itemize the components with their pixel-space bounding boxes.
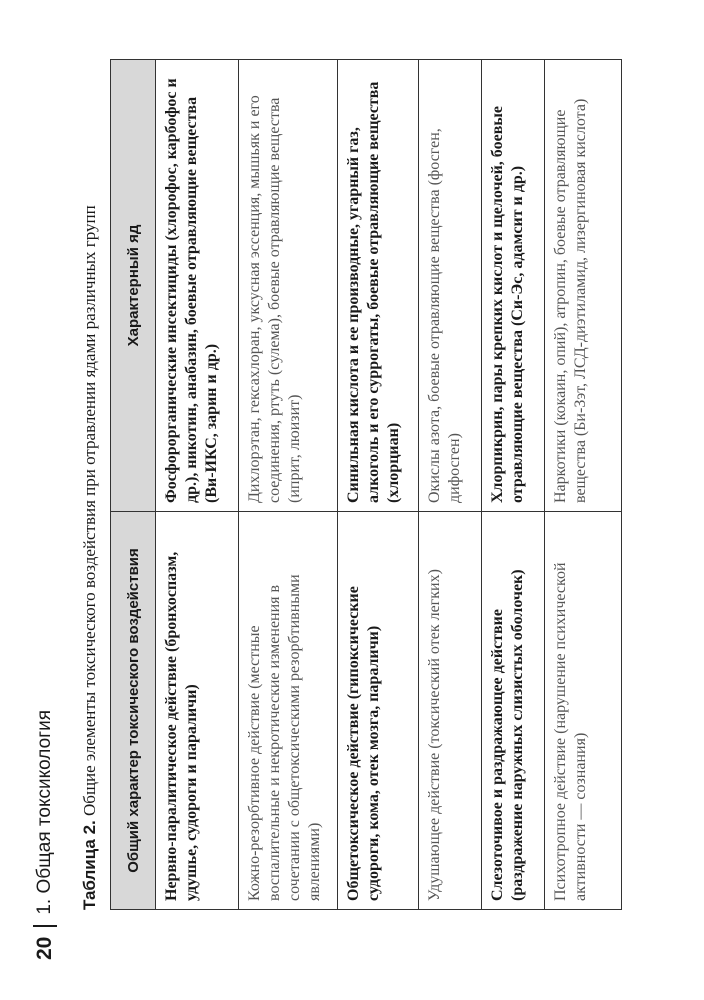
table-row (545, 60, 622, 910)
table-header-row (111, 60, 156, 910)
effect-cell: Слезоточивое и раздражающее действие (раздражение наружных слизистых оболочек) (482, 512, 545, 910)
effect-cell: Нервно-паралитическое действие (бронхоспазм, удушье, судороги и параличи) (156, 512, 239, 910)
poison-cell: Окислы азота, боевые отравляющие вещества (фосген, дифосген) (419, 60, 482, 512)
effect-cell: Кожно-резорбтивное действие (местные воспалительные и некротические изменения в сочетании с общетоксическими резорбтивными явлениями) (239, 512, 338, 910)
header-effect: Общий характер токсического воздействия (111, 512, 156, 910)
caption-label: Таблица 2. (80, 820, 99, 910)
poison-cell: Наркотики (кокаин, опий), атропин, боевые отравляющие вещества (Би-Зэт, ЛСД-диэтиламид, лизергиновая кислота) (545, 60, 622, 512)
caption-text: Общие элементы токсического воздействия при отравлении ядами различных групп (80, 205, 99, 821)
poison-cell: Хлорпикрин, пары крепких кислот и щелочей, боевые отравляющие вещества (Си-Эс, адамсит и др.) (482, 60, 545, 512)
table-row (419, 60, 482, 910)
page-footer (30, 710, 60, 960)
footer-divider (33, 925, 57, 927)
poison-cell: Дихлорэтан, гексахлоран, уксусная эссенция, мышьяк и его соединения, ртуть (сулема), боевые отравляющие вещества (иприт, люизит) (239, 60, 338, 512)
effect-cell: Общетоксическое действие (гипоксические судороги, кома, отек мозга, параличи) (338, 512, 419, 910)
effect-cell: Психотропное действие (нарушение психической активности — сознания) (545, 512, 622, 910)
effect-cell: Удушающее действие (токсический отек легких) (419, 512, 482, 910)
table-row (156, 60, 239, 910)
table-row (338, 60, 419, 910)
poison-cell: Синильная кислота и ее производные, угарный газ, алкоголь и его суррогаты, боевые отравляющие вещества (хлорциан) (338, 60, 419, 512)
header-poison: Характерный яд (111, 60, 156, 512)
table-row (239, 60, 338, 910)
page-number: 20 (33, 936, 56, 960)
table-caption (80, 60, 100, 910)
toxicity-table (110, 59, 622, 910)
running-title: 1. Общая токсикология (34, 710, 55, 915)
poison-cell: Фосфорорганические инсектициды (хлорофос, карбофос и др.), никотин, анабазин, боевые отравляющие вещества (Ви-ИКС, зарин и др.) (156, 60, 239, 512)
table-row (482, 60, 545, 910)
rotated-page (30, 60, 590, 960)
